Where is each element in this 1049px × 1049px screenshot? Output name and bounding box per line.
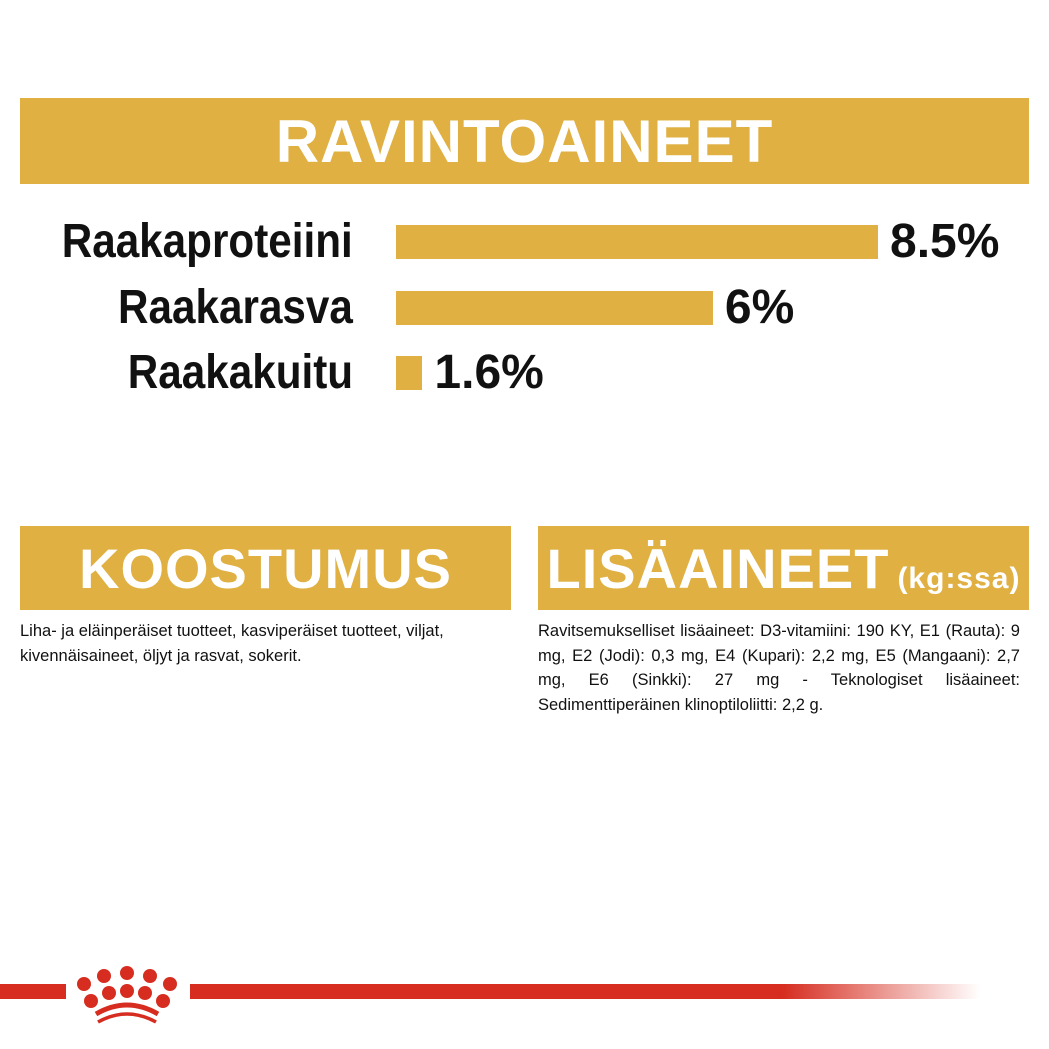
additives-header [538,526,1029,610]
brand-line-right [190,984,980,999]
composition-header [20,526,511,610]
bar-raakaproteiini [396,225,878,259]
bar-raakakuitu [396,356,422,390]
chart-row [0,278,1049,338]
nutrients-title: RAVINTOAINEET [275,107,774,175]
bar-raakarasva [396,291,713,325]
brand-line-left [0,984,66,999]
additives-text: Ravitsemukselliset lisäaineet: D3-vitamiini: 190 KY, E1 (Rauta): 9 mg, E2 (Jodi): 0,3 mg, E4 (Kupari): 2,2 mg, E5 (Mangaani): 2,7 mg, E6 (Sinkki): 27 mg - Teknologiset lisäaineet: Sedimenttiperäinen klinoptiloliitti: 2,2 g. [538,622,1020,714]
category-label: Raakarasva [118,281,353,334]
value-label: 1.6% [434,346,544,399]
chart-row [0,343,1049,403]
additives-unit: (kg:ssa) [897,562,1021,595]
composition-text: Liha- ja eläinperäiset tuotteet, kasviperäiset tuotteet, viljat, kivennäisaineet, öljyt ja rasvat, sokerit. [20,622,444,665]
category-label: Raakaproteiini [61,215,353,268]
composition-title: KOOSTUMUS [79,536,452,600]
value-label: 6% [724,281,795,334]
value-label: 8.5% [890,215,1000,268]
category-label: Raakakuitu [127,346,353,399]
chart-row [0,212,1049,272]
nutrients-header [20,98,1029,184]
additives-title: LISÄAINEET [546,536,890,600]
royal-canin-crown-logo [68,958,188,1028]
